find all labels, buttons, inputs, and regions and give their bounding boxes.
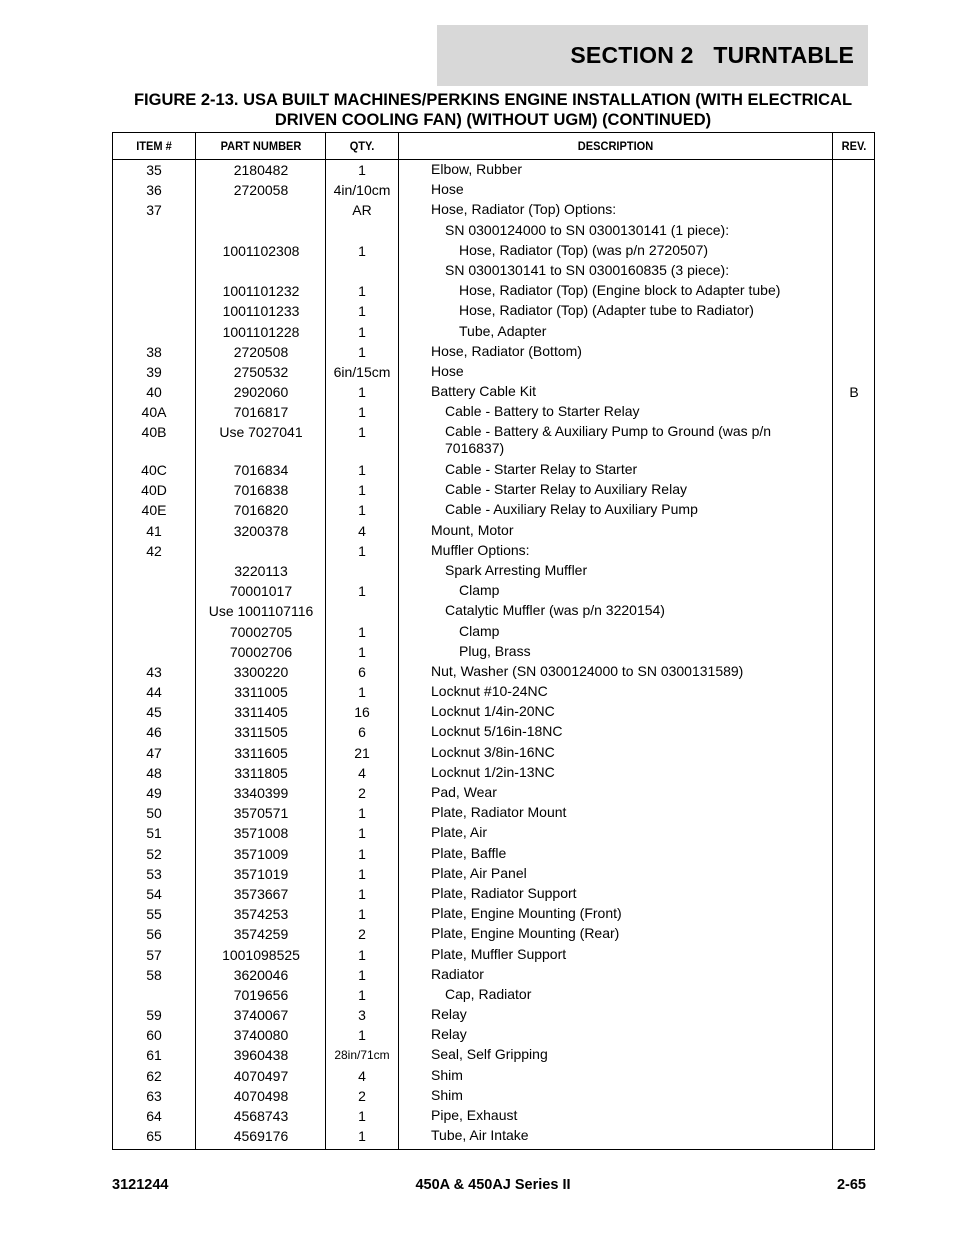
description-cell: Locknut 1/4in-20NC xyxy=(431,703,555,720)
table-row xyxy=(113,985,874,1005)
table-row xyxy=(113,1086,874,1106)
description-cell: Shim xyxy=(431,1066,463,1083)
part-number-cell: 7016820 xyxy=(233,502,289,519)
description-cell: SN 0300130141 to SN 0300160835 (3 piece): xyxy=(445,261,730,278)
description-cell: Elbow, Rubber xyxy=(431,161,523,177)
item-number-cell: 57 xyxy=(146,946,162,963)
part-number-cell: 1001101232 xyxy=(222,283,300,300)
part-number-cell: 3311405 xyxy=(234,704,288,721)
item-number-cell: 38 xyxy=(146,343,162,360)
table-row xyxy=(113,382,874,402)
part-number-cell: 2720058 xyxy=(233,182,289,199)
quantity-cell: 6 xyxy=(358,663,366,680)
part-number-cell: 3571019 xyxy=(233,865,289,882)
column-header-rev: REV. xyxy=(841,139,867,153)
quantity-cell: 2 xyxy=(358,1087,366,1104)
description-cell: Shim xyxy=(431,1086,463,1103)
description-cell: Hose, Radiator (Top) Options: xyxy=(431,201,617,218)
quantity-cell: 1 xyxy=(358,482,366,499)
quantity-cell: 1 xyxy=(358,1108,366,1125)
table-row xyxy=(113,823,874,843)
item-number-cell: 40A xyxy=(141,404,167,421)
description-cell: Hose, Radiator (Bottom) xyxy=(431,342,582,359)
part-number-cell: 3571008 xyxy=(233,825,289,842)
table-row xyxy=(113,1025,874,1045)
description-cell: Pipe, Exhaust xyxy=(431,1107,518,1124)
quantity-cell: 16 xyxy=(354,704,370,721)
column-header-description: DESCRIPTION xyxy=(577,139,654,153)
table-row xyxy=(113,422,874,460)
part-number-cell: 3960438 xyxy=(233,1047,289,1064)
item-number-cell: 48 xyxy=(146,764,162,781)
description-cell: Hose, Radiator (Top) (Engine block to Adapter tube) xyxy=(459,282,781,299)
quantity-cell: 1 xyxy=(358,845,366,862)
table-row xyxy=(113,743,874,763)
description-cell: Mount, Motor xyxy=(431,521,514,538)
table-row xyxy=(113,642,874,662)
quantity-cell: 1 xyxy=(358,162,366,178)
part-number-cell: Use 7027041 xyxy=(219,424,303,441)
quantity-cell: 1 xyxy=(358,865,366,882)
footer-model-name: 450A & 450AJ Series II xyxy=(415,1177,571,1193)
description-cell: Clamp xyxy=(459,582,500,599)
item-number-cell: 40 xyxy=(146,384,162,401)
figure-title xyxy=(112,90,874,130)
item-number-cell: 55 xyxy=(146,906,162,923)
part-number-cell: 70002706 xyxy=(229,643,293,660)
part-number-cell: 3573667 xyxy=(233,885,289,902)
quantity-cell: 1 xyxy=(358,1128,366,1145)
table-row xyxy=(113,904,874,924)
part-number-cell: Use 1001107116 xyxy=(208,603,314,620)
part-number-cell: 3311605 xyxy=(234,744,288,761)
column-header-part-number: PART NUMBER xyxy=(220,139,302,153)
figure-title-line-1: FIGURE 2-13. USA BUILT MACHINES/PERKINS ENGINE INSTALLATION (WITH ELECTRICAL xyxy=(133,91,853,109)
part-number-cell: 3311505 xyxy=(234,724,288,741)
description-cell: Plate, Radiator Support xyxy=(431,884,577,901)
quantity-cell: 1 xyxy=(358,623,366,640)
description-cell: Cable - Battery & Auxiliary Pump to Ground (was p/n 7016837) xyxy=(445,423,772,457)
quantity-cell: 1 xyxy=(358,1027,366,1044)
quantity-cell: 28in/71cm xyxy=(334,1048,390,1063)
quantity-cell: 4 xyxy=(358,522,366,539)
part-number-cell: 1001101228 xyxy=(222,323,300,340)
item-number-cell: 44 xyxy=(146,684,162,701)
part-number-cell: 2750532 xyxy=(233,363,289,380)
part-number-cell: 3300220 xyxy=(233,663,289,680)
description-cell: Hose xyxy=(431,362,464,379)
quantity-cell: 1 xyxy=(358,323,366,340)
table-row xyxy=(113,402,874,422)
table-row xyxy=(113,460,874,480)
quantity-cell: 1 xyxy=(358,906,366,923)
quantity-cell: 1 xyxy=(358,343,366,360)
description-cell: Locknut 3/8in-16NC xyxy=(431,743,555,760)
description-cell: Muffler Options: xyxy=(431,541,530,558)
table-row xyxy=(113,1106,874,1126)
table-row xyxy=(113,281,874,301)
table-row xyxy=(113,480,874,500)
footer-document-number: 3121244 xyxy=(112,1177,169,1193)
description-cell: Radiator xyxy=(431,965,484,982)
quantity-cell: 1 xyxy=(358,684,366,701)
table-row xyxy=(113,662,874,682)
description-cell: Plate, Baffle xyxy=(431,844,507,861)
part-number-cell: 70001017 xyxy=(229,583,293,600)
table-row xyxy=(113,965,874,985)
description-cell: Tube, Air Intake xyxy=(431,1127,529,1144)
item-number-cell: 64 xyxy=(146,1108,162,1125)
item-number-cell: 41 xyxy=(146,522,162,539)
item-number-cell: 37 xyxy=(146,202,162,219)
part-number-cell: 7016838 xyxy=(233,482,289,499)
table-row xyxy=(113,1045,874,1065)
table-row xyxy=(113,702,874,722)
description-cell: Locknut #10-24NC xyxy=(431,683,548,700)
description-cell: Cap, Radiator xyxy=(445,985,532,1002)
description-cell: Cable - Auxiliary Relay to Auxiliary Pump xyxy=(445,501,698,518)
table-row xyxy=(113,763,874,783)
item-number-cell: 36 xyxy=(146,182,162,199)
part-number-cell: 1001102308 xyxy=(222,242,300,259)
part-number-cell: 3740080 xyxy=(233,1027,289,1044)
quantity-cell: 1 xyxy=(358,384,366,401)
description-cell: Nut, Washer (SN 0300124000 to SN 0300131589) xyxy=(431,662,744,679)
part-number-cell: 4568743 xyxy=(233,1108,289,1125)
item-number-cell: 54 xyxy=(146,885,162,902)
table-row xyxy=(113,301,874,321)
part-number-cell: 3220113 xyxy=(234,562,288,579)
table-row xyxy=(113,864,874,884)
item-number-cell: 53 xyxy=(146,865,162,882)
part-number-cell: 1001101233 xyxy=(222,303,300,320)
table-row xyxy=(113,924,874,944)
item-number-cell: 40E xyxy=(141,502,167,519)
table-row xyxy=(113,682,874,702)
description-cell: Hose, Radiator (Top) (Adapter tube to Radiator) xyxy=(459,302,754,319)
part-number-cell: 70002705 xyxy=(229,623,293,640)
item-number-cell: 52 xyxy=(146,845,162,862)
item-number-cell: 51 xyxy=(146,825,162,842)
quantity-cell: 1 xyxy=(358,805,366,822)
part-number-cell: 3740067 xyxy=(233,1007,289,1024)
quantity-cell: 4 xyxy=(358,1067,366,1084)
item-number-cell: 43 xyxy=(146,663,162,680)
description-cell: Hose xyxy=(431,181,464,198)
item-number-cell: 61 xyxy=(146,1047,162,1064)
part-number-cell: 3570571 xyxy=(233,805,289,822)
item-number-cell: 60 xyxy=(146,1027,162,1044)
item-number-cell: 50 xyxy=(146,805,162,822)
table-row xyxy=(113,1005,874,1025)
table-row xyxy=(113,200,874,220)
part-number-cell: 4070498 xyxy=(233,1087,289,1104)
table-row xyxy=(113,722,874,742)
item-number-cell: 45 xyxy=(146,704,162,721)
part-number-cell: 1001098525 xyxy=(222,946,300,963)
figure-title-line-2: DRIVEN COOLING FAN) (WITHOUT UGM) (CONTINUED) xyxy=(274,111,712,129)
description-cell: Tube, Adapter xyxy=(459,322,547,339)
quantity-cell: AR xyxy=(352,202,372,219)
item-number-cell: 40C xyxy=(141,462,167,479)
description-cell: Plate, Radiator Mount xyxy=(431,804,567,821)
quantity-cell: 4 xyxy=(358,764,366,781)
table-row xyxy=(113,803,874,823)
part-number-cell: 3311005 xyxy=(234,684,288,701)
quantity-cell: 3 xyxy=(358,1007,366,1024)
part-number-cell: 3574259 xyxy=(233,926,289,943)
item-number-cell: 35 xyxy=(146,162,162,178)
quantity-cell: 6in/15cm xyxy=(333,363,391,380)
column-header-item: ITEM # xyxy=(136,139,172,153)
revision-cell: B xyxy=(849,384,859,401)
description-cell: SN 0300124000 to SN 0300130141 (1 piece): xyxy=(445,221,730,238)
item-number-cell: 40D xyxy=(141,482,167,499)
part-number-cell: 3571009 xyxy=(233,845,289,862)
table-row xyxy=(113,180,874,200)
quantity-cell: 2 xyxy=(358,785,366,802)
table-row xyxy=(113,362,874,382)
item-number-cell: 49 xyxy=(146,785,162,802)
description-cell: Locknut 1/2in-13NC xyxy=(431,763,555,780)
part-number-cell: 7016817 xyxy=(233,404,289,421)
item-number-cell: 59 xyxy=(146,1007,162,1024)
page-footer xyxy=(112,1177,874,1197)
table-row xyxy=(113,500,874,520)
description-cell: Cable - Battery to Starter Relay xyxy=(445,403,640,420)
part-number-cell: 2902060 xyxy=(233,384,289,401)
column-header-qty: QTY. xyxy=(349,139,375,153)
part-number-cell: 3200378 xyxy=(233,522,289,539)
description-cell: Pad, Wear xyxy=(431,784,497,801)
description-cell: Relay xyxy=(431,1006,467,1023)
description-cell: Seal, Self Gripping xyxy=(431,1046,548,1063)
quantity-cell: 1 xyxy=(358,966,366,983)
description-cell: Plug, Brass xyxy=(459,642,531,659)
quantity-cell: 1 xyxy=(358,242,366,259)
quantity-cell: 1 xyxy=(358,303,366,320)
quantity-cell: 1 xyxy=(358,643,366,660)
quantity-cell: 1 xyxy=(358,825,366,842)
part-number-cell: 7016834 xyxy=(233,462,289,479)
part-number-cell: 3340399 xyxy=(233,785,289,802)
table-row xyxy=(113,1066,874,1086)
table-row xyxy=(113,844,874,864)
description-cell: Hose, Radiator (Top) (was p/n 2720507) xyxy=(459,241,709,258)
description-cell: Locknut 5/16in-18NC xyxy=(431,723,563,740)
table-row xyxy=(113,1126,874,1146)
part-number-cell: 2180482 xyxy=(233,162,289,178)
quantity-cell: 21 xyxy=(354,744,370,761)
item-number-cell: 56 xyxy=(146,926,162,943)
item-number-cell: 46 xyxy=(146,724,162,741)
part-number-cell: 4070497 xyxy=(233,1067,289,1084)
part-number-cell: 7019656 xyxy=(233,986,289,1003)
quantity-cell: 1 xyxy=(358,885,366,902)
description-cell: Plate, Muffler Support xyxy=(431,945,567,962)
description-cell: Clamp xyxy=(459,622,500,639)
table-row xyxy=(113,261,874,281)
table-row xyxy=(113,783,874,803)
description-cell: Spark Arresting Muffler xyxy=(445,561,588,578)
table-row xyxy=(113,622,874,642)
quantity-cell: 4in/10cm xyxy=(333,182,391,199)
item-number-cell: 47 xyxy=(146,744,162,761)
table-row xyxy=(113,221,874,241)
item-number-cell: 58 xyxy=(146,966,162,983)
table-row xyxy=(113,561,874,581)
part-number-cell: 3311805 xyxy=(234,764,288,781)
item-number-cell: 39 xyxy=(146,363,162,380)
description-cell: Plate, Air Panel xyxy=(431,864,527,881)
quantity-cell: 1 xyxy=(358,462,366,479)
quantity-cell: 1 xyxy=(358,404,366,421)
quantity-cell: 6 xyxy=(358,724,366,741)
section-header-box xyxy=(437,25,868,86)
parts-table xyxy=(112,132,875,1150)
description-cell: Catalytic Muffler (was p/n 3220154) xyxy=(445,602,665,619)
section-title: SECTION 2 TURNTABLE xyxy=(570,42,854,68)
item-number-cell: 62 xyxy=(146,1067,162,1084)
part-number-cell: 4569176 xyxy=(233,1128,289,1145)
table-row xyxy=(113,322,874,342)
table-row xyxy=(113,521,874,541)
table-row xyxy=(113,342,874,362)
quantity-cell: 1 xyxy=(358,542,366,559)
quantity-cell: 1 xyxy=(358,283,366,300)
description-cell: Cable - Starter Relay to Starter xyxy=(445,461,638,478)
quantity-cell: 1 xyxy=(358,583,366,600)
part-number-cell: 3620046 xyxy=(233,966,289,983)
item-number-cell: 63 xyxy=(146,1087,162,1104)
table-row xyxy=(113,541,874,561)
description-cell: Plate, Air xyxy=(431,824,488,841)
quantity-cell: 1 xyxy=(358,502,366,519)
description-cell: Battery Cable Kit xyxy=(431,383,537,400)
table-row xyxy=(113,241,874,261)
table-body xyxy=(113,160,874,1146)
item-number-cell: 40B xyxy=(141,424,167,441)
table-header xyxy=(113,133,874,160)
part-number-cell: 3574253 xyxy=(233,906,289,923)
table-row xyxy=(113,945,874,965)
part-number-cell: 2720508 xyxy=(233,343,289,360)
item-number-cell: 65 xyxy=(146,1128,162,1145)
description-cell: Cable - Starter Relay to Auxiliary Relay xyxy=(445,481,687,498)
description-cell: Plate, Engine Mounting (Rear) xyxy=(431,925,620,942)
table-row xyxy=(113,601,874,621)
footer-page-number: 2-65 xyxy=(836,1177,866,1193)
description-cell: Relay xyxy=(431,1026,467,1043)
table-row xyxy=(113,884,874,904)
item-number-cell: 42 xyxy=(146,542,162,559)
quantity-cell: 2 xyxy=(358,926,366,943)
quantity-cell: 1 xyxy=(358,424,366,441)
quantity-cell: 1 xyxy=(358,946,366,963)
table-row xyxy=(113,160,874,180)
description-cell: Plate, Engine Mounting (Front) xyxy=(431,905,622,922)
quantity-cell: 1 xyxy=(358,986,366,1003)
table-row xyxy=(113,581,874,601)
